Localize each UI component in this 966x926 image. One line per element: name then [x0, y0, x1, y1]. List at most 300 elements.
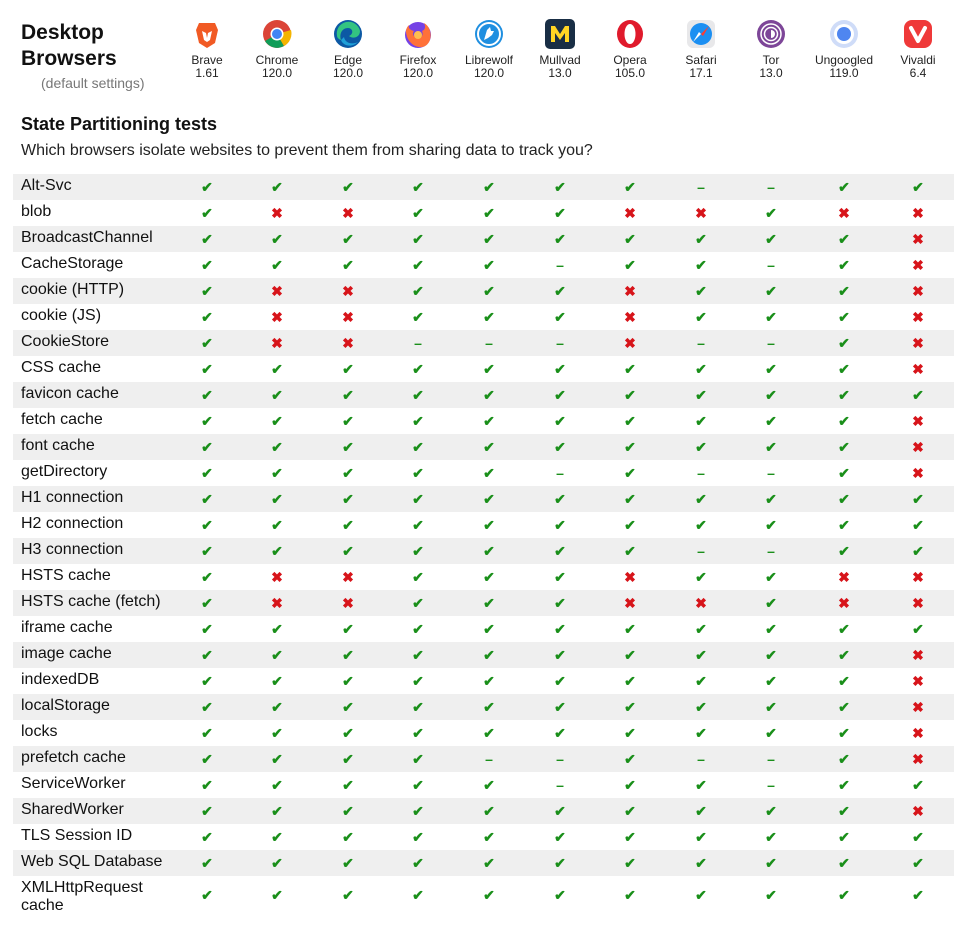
result-fail-icon: ✖	[695, 205, 707, 221]
safari-icon	[685, 18, 717, 50]
result-pass-icon: ✔	[695, 361, 707, 377]
result-pass-icon: ✔	[483, 569, 495, 585]
result-pass-icon: ✔	[412, 725, 424, 741]
row-label: CookieStore	[21, 333, 110, 350]
result-pass-icon: ✔	[201, 465, 213, 481]
section-subtitle: Which browsers isolate websites to prevent them from sharing data to track you?	[21, 142, 593, 159]
result-pass-icon: ✔	[695, 517, 707, 533]
result-pass-icon: ✔	[695, 231, 707, 247]
result-not-applicable-icon: –	[697, 751, 705, 767]
result-pass-icon: ✔	[554, 829, 566, 845]
page-title-line2: Browsers	[21, 47, 117, 70]
result-pass-icon: ✔	[483, 725, 495, 741]
browser-version: 17.1	[689, 66, 713, 80]
result-pass-icon: ✔	[554, 231, 566, 247]
result-pass-icon: ✔	[695, 777, 707, 793]
result-pass-icon: ✔	[271, 725, 283, 741]
result-pass-icon: ✔	[483, 179, 495, 195]
result-pass-icon: ✔	[912, 543, 924, 559]
result-not-applicable-icon: –	[556, 751, 564, 767]
result-not-applicable-icon: –	[556, 335, 564, 351]
result-fail-icon: ✖	[624, 569, 636, 585]
result-pass-icon: ✔	[342, 855, 354, 871]
row-label: localStorage	[21, 697, 110, 714]
table-row	[13, 460, 954, 486]
table-row	[13, 850, 954, 876]
result-pass-icon: ✔	[201, 803, 213, 819]
result-fail-icon: ✖	[342, 335, 354, 351]
result-pass-icon: ✔	[201, 335, 213, 351]
result-pass-icon: ✔	[554, 595, 566, 611]
result-pass-icon: ✔	[342, 751, 354, 767]
result-fail-icon: ✖	[271, 569, 283, 585]
result-pass-icon: ✔	[271, 465, 283, 481]
result-fail-icon: ✖	[912, 335, 924, 351]
result-fail-icon: ✖	[912, 257, 924, 273]
result-pass-icon: ✔	[838, 673, 850, 689]
result-pass-icon: ✔	[765, 673, 777, 689]
row-label: H3 connection	[21, 541, 124, 558]
result-pass-icon: ✔	[838, 517, 850, 533]
result-pass-icon: ✔	[695, 413, 707, 429]
result-fail-icon: ✖	[342, 595, 354, 611]
result-pass-icon: ✔	[412, 179, 424, 195]
row-label: Web SQL Database	[21, 853, 163, 870]
table-row	[13, 486, 954, 512]
row-label: H2 connection	[21, 515, 124, 532]
result-pass-icon: ✔	[201, 205, 213, 221]
browser-name: Ungoogled	[814, 53, 874, 67]
result-pass-icon: ✔	[201, 283, 213, 299]
result-pass-icon: ✔	[342, 491, 354, 507]
browser-name: Edge	[333, 53, 363, 67]
result-pass-icon: ✔	[624, 855, 636, 871]
result-pass-icon: ✔	[695, 829, 707, 845]
result-pass-icon: ✔	[412, 543, 424, 559]
result-pass-icon: ✔	[838, 647, 850, 663]
result-pass-icon: ✔	[412, 413, 424, 429]
result-pass-icon: ✔	[838, 887, 850, 903]
browser-version: 6.4	[909, 66, 927, 80]
table-row	[13, 876, 954, 914]
result-pass-icon: ✔	[412, 283, 424, 299]
result-pass-icon: ✔	[554, 725, 566, 741]
table-row	[13, 382, 954, 408]
result-fail-icon: ✖	[342, 309, 354, 325]
table-row	[13, 252, 954, 278]
result-pass-icon: ✔	[201, 673, 213, 689]
result-pass-icon: ✔	[412, 205, 424, 221]
result-pass-icon: ✔	[342, 361, 354, 377]
browser-column-opera	[595, 18, 665, 80]
result-fail-icon: ✖	[912, 361, 924, 377]
result-pass-icon: ✔	[695, 491, 707, 507]
browser-column-brave	[172, 18, 242, 80]
result-pass-icon: ✔	[624, 751, 636, 767]
result-pass-icon: ✔	[483, 205, 495, 221]
result-pass-icon: ✔	[201, 725, 213, 741]
result-fail-icon: ✖	[624, 335, 636, 351]
result-pass-icon: ✔	[624, 673, 636, 689]
result-pass-icon: ✔	[624, 413, 636, 429]
firefox-icon	[402, 18, 434, 50]
result-not-applicable-icon: –	[767, 257, 775, 273]
result-not-applicable-icon: –	[767, 335, 775, 351]
result-pass-icon: ✔	[765, 361, 777, 377]
result-pass-icon: ✔	[554, 887, 566, 903]
result-pass-icon: ✔	[201, 595, 213, 611]
result-pass-icon: ✔	[624, 257, 636, 273]
browser-name: Vivaldi	[900, 53, 936, 67]
browser-version: 120.0	[402, 66, 434, 80]
row-label: cookie (HTTP)	[21, 281, 125, 298]
result-pass-icon: ✔	[695, 569, 707, 585]
result-pass-icon: ✔	[624, 491, 636, 507]
result-pass-icon: ✔	[765, 699, 777, 715]
table-row	[13, 356, 954, 382]
result-pass-icon: ✔	[554, 361, 566, 377]
result-fail-icon: ✖	[912, 725, 924, 741]
result-pass-icon: ✔	[483, 887, 495, 903]
edge-icon	[332, 18, 364, 50]
result-fail-icon: ✖	[271, 205, 283, 221]
result-pass-icon: ✔	[412, 491, 424, 507]
table-row	[13, 434, 954, 460]
table-row	[13, 668, 954, 694]
result-pass-icon: ✔	[838, 829, 850, 845]
result-pass-icon: ✔	[271, 231, 283, 247]
result-pass-icon: ✔	[554, 205, 566, 221]
result-not-applicable-icon: –	[767, 751, 775, 767]
result-not-applicable-icon: –	[556, 777, 564, 793]
result-pass-icon: ✔	[271, 257, 283, 273]
result-fail-icon: ✖	[624, 283, 636, 299]
browser-column-firefox	[383, 18, 453, 80]
result-pass-icon: ✔	[271, 673, 283, 689]
result-fail-icon: ✖	[624, 205, 636, 221]
result-pass-icon: ✔	[765, 725, 777, 741]
result-pass-icon: ✔	[624, 179, 636, 195]
browser-name: Firefox	[399, 53, 437, 67]
result-pass-icon: ✔	[554, 517, 566, 533]
librewolf-icon	[473, 18, 505, 50]
result-pass-icon: ✔	[271, 179, 283, 195]
result-pass-icon: ✔	[765, 413, 777, 429]
result-pass-icon: ✔	[271, 413, 283, 429]
result-pass-icon: ✔	[912, 887, 924, 903]
result-pass-icon: ✔	[271, 699, 283, 715]
result-pass-icon: ✔	[342, 777, 354, 793]
result-pass-icon: ✔	[765, 887, 777, 903]
result-pass-icon: ✔	[201, 413, 213, 429]
result-pass-icon: ✔	[201, 517, 213, 533]
result-pass-icon: ✔	[765, 829, 777, 845]
mullvad-icon	[544, 18, 576, 50]
result-pass-icon: ✔	[624, 465, 636, 481]
table-row	[13, 512, 954, 538]
browser-name: Mullvad	[539, 53, 581, 67]
browser-version: 13.0	[548, 66, 572, 80]
browser-column-chrome	[242, 18, 312, 80]
result-pass-icon: ✔	[838, 439, 850, 455]
result-pass-icon: ✔	[765, 205, 777, 221]
result-pass-icon: ✔	[483, 491, 495, 507]
result-pass-icon: ✔	[342, 647, 354, 663]
result-pass-icon: ✔	[912, 777, 924, 793]
result-pass-icon: ✔	[765, 855, 777, 871]
ungoogled-chromium-icon	[828, 18, 860, 50]
result-pass-icon: ✔	[342, 231, 354, 247]
result-pass-icon: ✔	[554, 543, 566, 559]
browser-column-tor	[736, 18, 806, 80]
result-pass-icon: ✔	[201, 543, 213, 559]
row-label: image cache	[21, 645, 112, 662]
result-pass-icon: ✔	[412, 569, 424, 585]
result-pass-icon: ✔	[483, 283, 495, 299]
result-pass-icon: ✔	[201, 309, 213, 325]
result-pass-icon: ✔	[838, 465, 850, 481]
table-row	[13, 798, 954, 824]
table-row	[13, 538, 954, 564]
browser-column-mullvad	[525, 18, 595, 80]
result-pass-icon: ✔	[412, 699, 424, 715]
result-pass-icon: ✔	[412, 777, 424, 793]
result-pass-icon: ✔	[483, 543, 495, 559]
result-pass-icon: ✔	[624, 699, 636, 715]
result-pass-icon: ✔	[624, 231, 636, 247]
row-label: prefetch cache	[21, 749, 126, 766]
result-pass-icon: ✔	[912, 829, 924, 845]
table-row	[13, 824, 954, 850]
result-pass-icon: ✔	[624, 725, 636, 741]
result-pass-icon: ✔	[201, 777, 213, 793]
result-pass-icon: ✔	[201, 887, 213, 903]
result-pass-icon: ✔	[271, 621, 283, 637]
result-pass-icon: ✔	[342, 465, 354, 481]
result-pass-icon: ✔	[695, 673, 707, 689]
result-pass-icon: ✔	[201, 621, 213, 637]
result-pass-icon: ✔	[838, 621, 850, 637]
result-pass-icon: ✔	[483, 517, 495, 533]
result-pass-icon: ✔	[554, 283, 566, 299]
result-fail-icon: ✖	[342, 205, 354, 221]
result-pass-icon: ✔	[624, 887, 636, 903]
browser-version: 119.0	[829, 66, 859, 80]
result-pass-icon: ✔	[554, 673, 566, 689]
row-label: blob	[21, 203, 52, 220]
result-pass-icon: ✔	[624, 439, 636, 455]
result-pass-icon: ✔	[912, 179, 924, 195]
result-pass-icon: ✔	[271, 543, 283, 559]
result-pass-icon: ✔	[483, 777, 495, 793]
result-pass-icon: ✔	[554, 699, 566, 715]
browser-version: 13.0	[759, 66, 783, 80]
result-pass-icon: ✔	[201, 647, 213, 663]
result-pass-icon: ✔	[271, 491, 283, 507]
results-table	[13, 174, 954, 914]
result-not-applicable-icon: –	[556, 465, 564, 481]
browser-version: 1.61	[195, 66, 219, 80]
result-pass-icon: ✔	[838, 543, 850, 559]
result-fail-icon: ✖	[838, 569, 850, 585]
result-pass-icon: ✔	[838, 179, 850, 195]
table-row	[13, 616, 954, 642]
result-fail-icon: ✖	[912, 283, 924, 299]
result-fail-icon: ✖	[838, 595, 850, 611]
result-pass-icon: ✔	[838, 413, 850, 429]
result-pass-icon: ✔	[554, 413, 566, 429]
result-pass-icon: ✔	[765, 647, 777, 663]
page-title	[21, 20, 117, 72]
result-pass-icon: ✔	[838, 387, 850, 403]
result-pass-icon: ✔	[412, 673, 424, 689]
result-pass-icon: ✔	[912, 517, 924, 533]
result-pass-icon: ✔	[483, 361, 495, 377]
result-pass-icon: ✔	[342, 439, 354, 455]
result-pass-icon: ✔	[342, 803, 354, 819]
result-not-applicable-icon: –	[414, 335, 422, 351]
result-pass-icon: ✔	[271, 361, 283, 377]
result-pass-icon: ✔	[412, 439, 424, 455]
result-not-applicable-icon: –	[485, 335, 493, 351]
browser-name: Safari	[685, 53, 717, 67]
result-pass-icon: ✔	[412, 887, 424, 903]
row-label: TLS Session ID	[21, 827, 133, 844]
result-fail-icon: ✖	[271, 335, 283, 351]
row-label: HSTS cache (fetch)	[21, 593, 161, 610]
result-pass-icon: ✔	[271, 647, 283, 663]
result-pass-icon: ✔	[838, 309, 850, 325]
row-label: H1 connection	[21, 489, 124, 506]
result-fail-icon: ✖	[912, 309, 924, 325]
result-pass-icon: ✔	[271, 777, 283, 793]
result-not-applicable-icon: –	[697, 335, 705, 351]
browser-column-edge	[313, 18, 383, 80]
result-pass-icon: ✔	[838, 803, 850, 819]
result-pass-icon: ✔	[342, 829, 354, 845]
result-fail-icon: ✖	[912, 413, 924, 429]
result-pass-icon: ✔	[912, 491, 924, 507]
row-label: font cache	[21, 437, 95, 454]
browser-name: Tor	[762, 53, 780, 67]
result-fail-icon: ✖	[912, 751, 924, 767]
row-label: cookie (JS)	[21, 307, 102, 324]
result-pass-icon: ✔	[271, 887, 283, 903]
browser-version: 105.0	[614, 66, 646, 80]
result-pass-icon: ✔	[765, 517, 777, 533]
table-row	[13, 408, 954, 434]
row-label: SharedWorker	[21, 801, 124, 818]
result-fail-icon: ✖	[271, 283, 283, 299]
result-pass-icon: ✔	[838, 361, 850, 377]
table-row	[13, 226, 954, 252]
page-title-line1: Desktop	[21, 21, 104, 44]
row-label: Alt-Svc	[21, 177, 72, 194]
row-label: fetch cache	[21, 411, 103, 428]
result-fail-icon: ✖	[912, 569, 924, 585]
result-not-applicable-icon: –	[697, 179, 705, 195]
result-pass-icon: ✔	[483, 309, 495, 325]
result-fail-icon: ✖	[342, 569, 354, 585]
result-pass-icon: ✔	[695, 309, 707, 325]
result-pass-icon: ✔	[624, 621, 636, 637]
result-pass-icon: ✔	[201, 439, 213, 455]
row-label: ServiceWorker	[21, 775, 126, 792]
result-pass-icon: ✔	[412, 621, 424, 637]
result-pass-icon: ✔	[912, 621, 924, 637]
result-pass-icon: ✔	[271, 387, 283, 403]
result-pass-icon: ✔	[271, 439, 283, 455]
section-title: State Partitioning tests	[21, 114, 218, 134]
result-pass-icon: ✔	[912, 387, 924, 403]
result-pass-icon: ✔	[483, 829, 495, 845]
row-label: XMLHttpRequest cache	[21, 879, 143, 914]
result-pass-icon: ✔	[695, 855, 707, 871]
result-pass-icon: ✔	[838, 751, 850, 767]
result-not-applicable-icon: –	[767, 543, 775, 559]
browser-name: Chrome	[255, 53, 299, 67]
result-pass-icon: ✔	[695, 621, 707, 637]
result-pass-icon: ✔	[554, 439, 566, 455]
row-label: locks	[21, 723, 58, 740]
table-row	[13, 200, 954, 226]
result-pass-icon: ✔	[695, 699, 707, 715]
result-not-applicable-icon: –	[485, 751, 493, 767]
result-not-applicable-icon: –	[697, 465, 705, 481]
result-pass-icon: ✔	[201, 179, 213, 195]
table-row	[13, 642, 954, 668]
result-pass-icon: ✔	[201, 491, 213, 507]
result-not-applicable-icon: –	[767, 777, 775, 793]
result-pass-icon: ✔	[201, 751, 213, 767]
table-row	[13, 174, 954, 200]
result-pass-icon: ✔	[412, 361, 424, 377]
result-pass-icon: ✔	[412, 751, 424, 767]
result-pass-icon: ✔	[695, 283, 707, 299]
result-pass-icon: ✔	[838, 777, 850, 793]
result-fail-icon: ✖	[912, 673, 924, 689]
row-label: HSTS cache	[21, 567, 111, 584]
result-pass-icon: ✔	[201, 699, 213, 715]
result-pass-icon: ✔	[342, 413, 354, 429]
result-pass-icon: ✔	[483, 439, 495, 455]
result-pass-icon: ✔	[483, 699, 495, 715]
row-label: favicon cache	[21, 385, 119, 402]
result-pass-icon: ✔	[624, 387, 636, 403]
result-fail-icon: ✖	[912, 647, 924, 663]
result-pass-icon: ✔	[201, 231, 213, 247]
result-fail-icon: ✖	[912, 231, 924, 247]
result-pass-icon: ✔	[483, 621, 495, 637]
result-fail-icon: ✖	[271, 309, 283, 325]
table-row	[13, 720, 954, 746]
table-row	[13, 330, 954, 356]
browser-version: 120.0	[261, 66, 293, 80]
opera-icon	[614, 18, 646, 50]
result-pass-icon: ✔	[412, 855, 424, 871]
result-fail-icon: ✖	[912, 465, 924, 481]
result-pass-icon: ✔	[342, 517, 354, 533]
result-pass-icon: ✔	[342, 621, 354, 637]
browser-column-ungoogled	[809, 18, 879, 80]
result-pass-icon: ✔	[765, 439, 777, 455]
result-pass-icon: ✔	[342, 179, 354, 195]
result-pass-icon: ✔	[554, 621, 566, 637]
result-fail-icon: ✖	[838, 205, 850, 221]
result-pass-icon: ✔	[483, 673, 495, 689]
browser-name: Librewolf	[464, 53, 514, 67]
result-pass-icon: ✔	[412, 465, 424, 481]
